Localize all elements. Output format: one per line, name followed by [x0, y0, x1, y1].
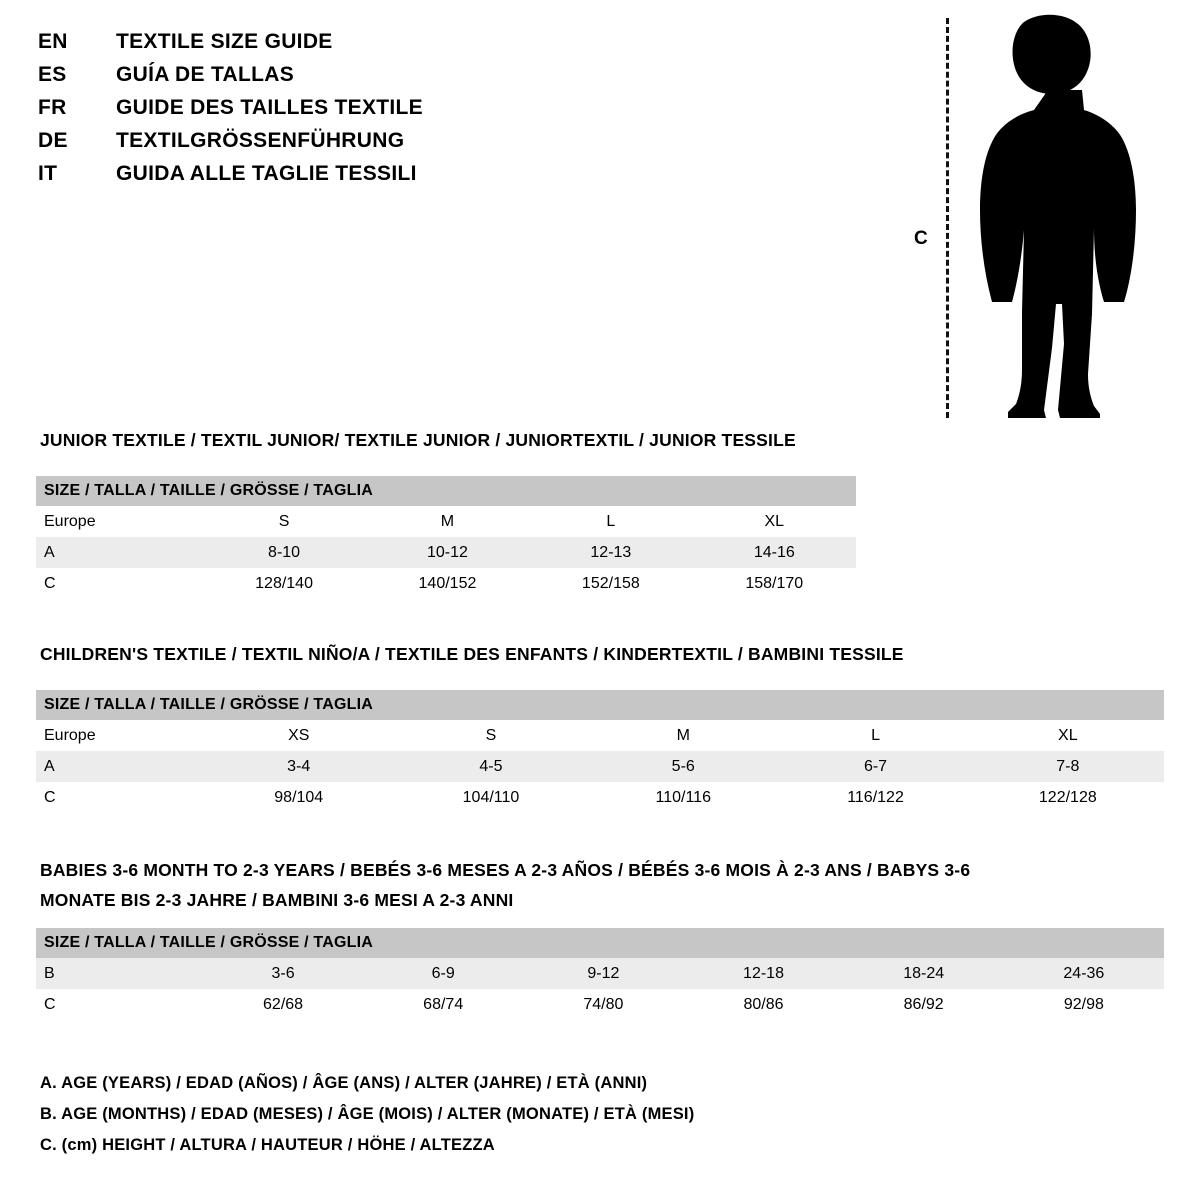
- language-title-block: [38, 30, 658, 195]
- cell: 8-10: [202, 537, 365, 568]
- language-title: GUIDA ALLE TAGLIE TESSILI: [116, 162, 417, 185]
- table-band-row: [36, 476, 856, 506]
- cell: 92/98: [1004, 989, 1164, 1020]
- cell: 3-6: [203, 958, 363, 989]
- row-label: Europe: [36, 720, 203, 751]
- cell: 9-12: [523, 958, 683, 989]
- table-row: [36, 506, 856, 537]
- cell: S: [202, 506, 365, 537]
- table-row: [36, 537, 856, 568]
- cell: 86/92: [844, 989, 1004, 1020]
- cell: L: [529, 506, 692, 537]
- table-row: [36, 958, 1164, 989]
- cell: 5-6: [587, 751, 779, 782]
- cell: 10-12: [366, 537, 529, 568]
- cell: 68/74: [363, 989, 523, 1020]
- cell: 128/140: [202, 568, 365, 599]
- cell: L: [779, 720, 971, 751]
- table-row: [36, 751, 1164, 782]
- children-band-label: SIZE / TALLA / TAILLE / GRÖSSE / TAGLIA: [36, 690, 1164, 720]
- cell: 14-16: [693, 537, 856, 568]
- language-title: TEXTILGRÖSSENFÜHRUNG: [116, 129, 405, 152]
- row-label: A: [36, 537, 202, 568]
- cell: 7-8: [972, 751, 1164, 782]
- language-code: IT: [38, 162, 58, 185]
- babies-size-table: [36, 928, 1164, 1020]
- cell: 104/110: [395, 782, 587, 813]
- cell: 122/128: [972, 782, 1164, 813]
- table-row: [36, 989, 1164, 1020]
- table-band-row: [36, 690, 1164, 720]
- cell: 152/158: [529, 568, 692, 599]
- cell: 3-4: [203, 751, 395, 782]
- cell: 110/116: [587, 782, 779, 813]
- row-label: A: [36, 751, 203, 782]
- height-marker-label: C: [914, 228, 928, 249]
- language-row: [38, 30, 658, 63]
- language-title: TEXTILE SIZE GUIDE: [116, 30, 333, 53]
- row-label: C: [36, 782, 203, 813]
- cell: 24-36: [1004, 958, 1164, 989]
- language-row: [38, 63, 658, 96]
- cell: M: [366, 506, 529, 537]
- legend-line-a: A. AGE (YEARS) / EDAD (AÑOS) / ÂGE (ANS) / ALTER (JAHRE) / ETÀ (ANNI): [40, 1074, 648, 1092]
- row-label: C: [36, 989, 203, 1020]
- cell: 18-24: [844, 958, 1004, 989]
- row-label: Europe: [36, 506, 202, 537]
- language-code: FR: [38, 96, 67, 119]
- cell: S: [395, 720, 587, 751]
- cell: 12-13: [529, 537, 692, 568]
- cell: 74/80: [523, 989, 683, 1020]
- language-title: GUÍA DE TALLAS: [116, 63, 295, 86]
- section-title-junior: JUNIOR TEXTILE / TEXTIL JUNIOR/ TEXTILE JUNIOR / JUNIORTEXTIL / JUNIOR TESSILE: [40, 430, 796, 450]
- legend-line-b: B. AGE (MONTHS) / EDAD (MESES) / ÂGE (MOIS) / ALTER (MONATE) / ETÀ (MESI): [40, 1105, 695, 1123]
- legend-line-c: C. (cm) HEIGHT / ALTURA / HAUTEUR / HÖHE / ALTEZZA: [40, 1136, 495, 1154]
- language-row: [38, 96, 658, 129]
- cell: 80/86: [683, 989, 843, 1020]
- cell: 6-9: [363, 958, 523, 989]
- section-title-babies: BABIES 3-6 MONTH TO 2-3 YEARS / BEBÉS 3-6 MESES A 2-3 AÑOS / BÉBÉS 3-6 MOIS À 2-3 ANS / BABYS 3-6 MONATE BIS 2-3 JAHRE / BAMBINI 3-6 MESI A 2-3 ANNI: [40, 860, 971, 910]
- row-label: B: [36, 958, 203, 989]
- cell: 4-5: [395, 751, 587, 782]
- babies-band-label: SIZE / TALLA / TAILLE / GRÖSSE / TAGLIA: [36, 928, 1164, 958]
- height-dashed-line: [946, 18, 949, 418]
- table-row: [36, 568, 856, 599]
- language-code: EN: [38, 30, 68, 53]
- children-size-table: [36, 690, 1164, 813]
- language-title: GUIDE DES TAILLES TEXTILE: [116, 96, 423, 119]
- cell: 116/122: [779, 782, 971, 813]
- cell: XL: [693, 506, 856, 537]
- language-code: ES: [38, 63, 67, 86]
- legend-block: [40, 1068, 694, 1161]
- height-figure: [900, 10, 1160, 420]
- cell: 98/104: [203, 782, 395, 813]
- child-silhouette-icon: [952, 14, 1152, 420]
- cell: M: [587, 720, 779, 751]
- cell: 140/152: [366, 568, 529, 599]
- table-row: [36, 782, 1164, 813]
- cell: 62/68: [203, 989, 363, 1020]
- table-row: [36, 720, 1164, 751]
- cell: XS: [203, 720, 395, 751]
- cell: 6-7: [779, 751, 971, 782]
- row-label: C: [36, 568, 202, 599]
- cell: XL: [972, 720, 1164, 751]
- language-row: [38, 129, 658, 162]
- language-row: [38, 162, 658, 195]
- table-band-row: [36, 928, 1164, 958]
- cell: 12-18: [683, 958, 843, 989]
- junior-size-table: [36, 476, 856, 599]
- section-title-children: CHILDREN'S TEXTILE / TEXTIL NIÑO/A / TEXTILE DES ENFANTS / KINDERTEXTIL / BAMBINI TESSILE: [40, 644, 904, 664]
- language-code: DE: [38, 129, 68, 152]
- junior-band-label: SIZE / TALLA / TAILLE / GRÖSSE / TAGLIA: [36, 476, 856, 506]
- cell: 158/170: [693, 568, 856, 599]
